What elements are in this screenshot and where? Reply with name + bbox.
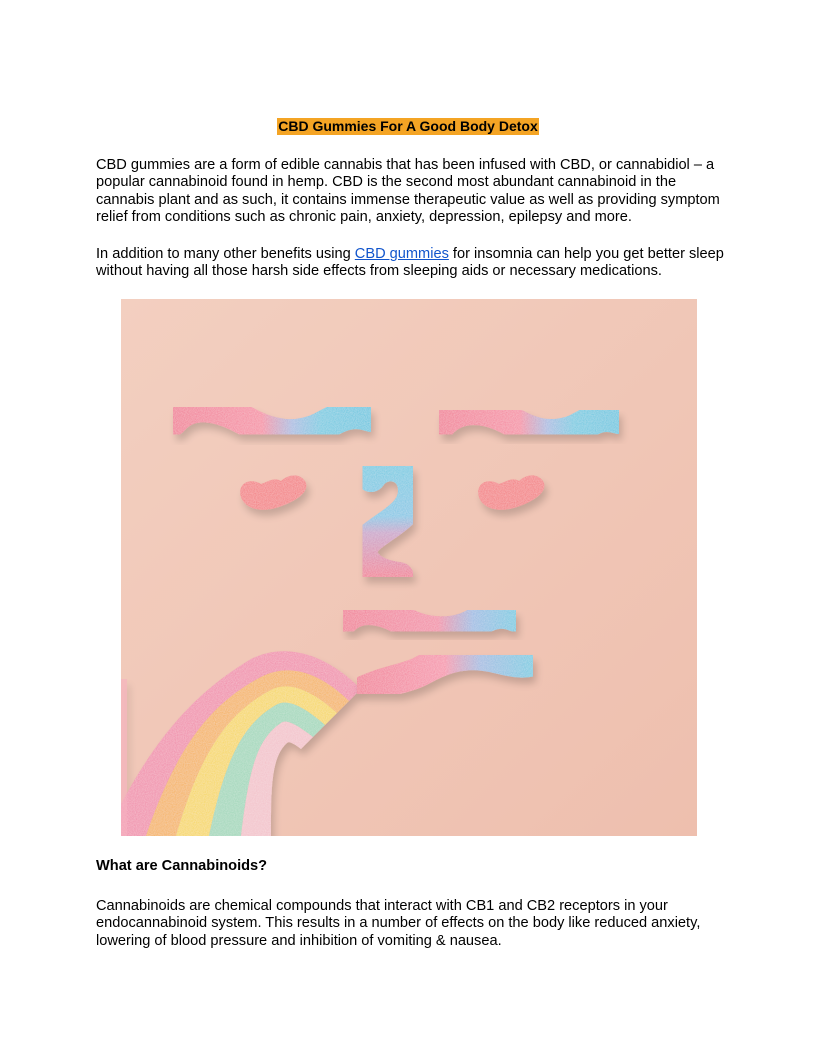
- benefits-text-before-link: In addition to many other benefits using: [96, 246, 355, 262]
- intro-paragraph: CBD gummies are a form of edible cannabis that has been infused with CBD, or cannabidiol – a popular cannabinoid found in hemp. CBD is the second most abundant cannabinoid in the cannabis plant and as such, it contains immense therapeutic value as well as providing symptom relief from conditions such as chronic pain, anxiety, depression, epilepsy and more.: [96, 157, 720, 225]
- benefits-text-after-link: for insomnia can help you get better sleep without having all those harsh side effects from sleeping aids or necessary medications.: [96, 246, 724, 280]
- page-title-wrapper: [0, 118, 816, 136]
- cannabinoids-paragraph: Cannabinoids are chemical compounds that interact with CB1 and CB2 receptors in your endocannabinoid system. This results in a number of effects on the body like reduced anxiety, lowering of blood pressure and inhibition of vomiting & nausea.: [96, 898, 701, 949]
- cbd-gummies-link[interactable]: CBD gummies: [354, 246, 449, 262]
- benefits-paragraph: [96, 246, 724, 281]
- section-heading-cannabinoids: What are Cannabinoids?: [96, 858, 268, 874]
- gummy-face-photo: [121, 299, 697, 836]
- page-title: CBD Gummies For A Good Body Detox: [278, 118, 538, 134]
